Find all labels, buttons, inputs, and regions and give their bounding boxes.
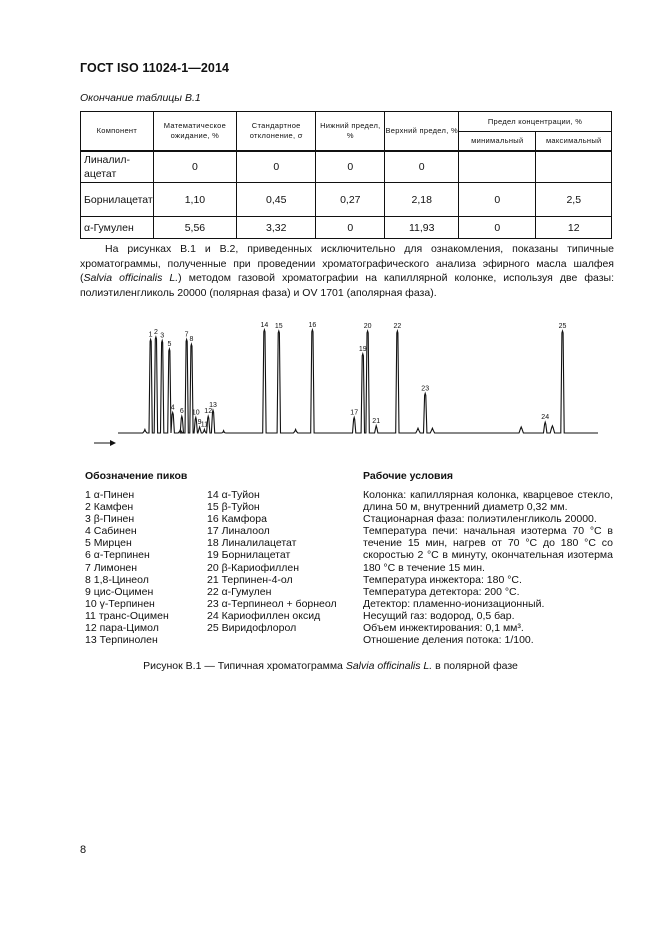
peak-legend-item: 13 Терпинолен <box>85 634 158 647</box>
table-row <box>81 217 612 239</box>
condition-item: Температура инжектора: 180 °С. <box>363 573 522 586</box>
figure-caption-prefix: Рисунок В.1 — Типичная хроматограмма <box>143 660 346 672</box>
cell-max <box>536 151 612 183</box>
peak-label: 19 <box>358 345 367 353</box>
cell-std: 0,45 <box>237 183 316 217</box>
peak-legend-item: 18 Линалилацетат <box>207 537 297 550</box>
peak-label: 22 <box>393 323 402 330</box>
peak-label: 14 <box>260 321 269 329</box>
cell-lower: 0 <box>316 151 385 183</box>
concentration-table <box>80 111 612 239</box>
cell-max: 12 <box>536 217 612 239</box>
header-std: Стандартное отклонение, σ <box>237 112 316 151</box>
peak-legend-item: 8 1,8-Цинеол <box>85 573 149 586</box>
cell-std: 3,32 <box>237 217 316 239</box>
time-axis-arrowhead <box>110 440 116 446</box>
peak-legend-item: 19 Борнилацетат <box>207 549 291 562</box>
peak-legend-item: 6 α-Терпинен <box>85 549 150 562</box>
condition-item: Несущий газ: водород, 0,5 бар. <box>363 609 515 622</box>
cell-upper: 11,93 <box>385 217 459 239</box>
peak-label: 4 <box>170 404 175 412</box>
cell-mean: 0 <box>153 151 236 183</box>
peak-label: 7 <box>184 331 189 339</box>
peak-legend-item: 4 Сабинен <box>85 525 137 538</box>
peak-label: 25 <box>558 323 567 330</box>
cell-std: 0 <box>237 151 316 183</box>
chromatogram-chart <box>80 305 605 450</box>
peak-label: 2 <box>153 329 158 336</box>
peak-label: 6 <box>179 408 184 416</box>
peak-legend-item: 20 β-Кариофиллен <box>207 561 300 574</box>
peak-legend-item: 11 транс-Оцимен <box>85 609 169 622</box>
peak-label: 21 <box>372 417 381 425</box>
peak-legend-item: 14 α-Туйон <box>207 489 260 501</box>
peak-label: 3 <box>160 332 165 340</box>
peak-label: 13 <box>209 402 217 410</box>
intro-text-1: На рисунках В.1 и В.2, приведенных исключительно для ознакомления, показаны типичные хроматограммы, полученные при проведении хроматографического анализа эфирного масла шалфея ( <box>80 243 614 285</box>
page-number: 8 <box>80 844 87 856</box>
peak-label: 5 <box>167 341 172 348</box>
header-max: максимальный <box>536 132 612 151</box>
peak-label: 20 <box>363 323 372 330</box>
condition-item: Температура детектора: 200 °С. <box>363 585 520 598</box>
peak-legend-item: 1 α-Пинен <box>85 489 135 501</box>
conditions-title: Рабочие условия <box>363 470 454 482</box>
cell-mean: 1,10 <box>153 183 236 217</box>
header-mean: Математическое ожидание, % <box>153 112 236 151</box>
peak-legend-item: 7 Лимонен <box>85 561 138 574</box>
peak-legend-item: 5 Мирцен <box>85 537 132 550</box>
header-component: Компонент <box>81 112 154 151</box>
figure-caption-suffix: в полярной фазе <box>432 660 518 672</box>
header-min: минимальный <box>459 132 536 151</box>
peaks-legend-col2 <box>207 489 337 634</box>
cell-max: 2,5 <box>536 183 612 217</box>
peak-legend-item: 24 Кариофиллен оксид <box>207 609 321 622</box>
peak-legend-item: 15 β-Туйон <box>207 501 260 514</box>
table-row <box>81 151 612 183</box>
peak-legend-item: 22 α-Гумулен <box>207 585 272 598</box>
condition-item: Детектор: пламенно-ионизационный. <box>363 597 545 610</box>
peak-legend-item: 9 цис-Оцимен <box>85 585 154 598</box>
peak-label: 17 <box>350 409 359 417</box>
figure-caption <box>0 660 661 672</box>
row-name: α-Гумулен <box>81 217 154 239</box>
condition-item: Колонка: капиллярная колонка, кварцевое стекло, длина 50 м, внутренний диаметр 0,32 мм. <box>363 489 613 514</box>
cell-upper: 2,18 <box>385 183 459 217</box>
row-name: Линалил-ацетат <box>81 151 154 183</box>
peak-label: 10 <box>191 409 200 417</box>
intro-species: Salvia officinalis L. <box>83 272 179 285</box>
cell-min: 0 <box>459 217 536 239</box>
figure-caption-species: Salvia officinalis L. <box>345 660 433 672</box>
table-caption: Окончание таблицы В.1 <box>80 92 201 104</box>
peak-legend-item: 16 Камфора <box>207 513 267 526</box>
header-lower: Нижний предел, % <box>316 112 385 151</box>
peaks-legend-col1 <box>85 489 169 646</box>
table-row <box>81 183 612 217</box>
intro-text-2: ) методом газовой хроматографии на капиллярной колонке, используя две фазы: полиэтиленгликоль 20000 (полярная фаза) и OV 1701 (аполярная фаза). <box>80 272 615 300</box>
condition-item: Температура печи: начальная изотерма 70 °С в течение 15 мин, нагрев от 70 °С до 180 °С со скоростью 2 °С в минуту, окончательная изотерма 180 °С в течение 15 мин. <box>363 525 613 574</box>
peak-legend-item: 10 γ-Терпинен <box>85 597 155 610</box>
cell-min: 0 <box>459 183 536 217</box>
peak-legend-item: 25 Виридофлорол <box>207 622 297 635</box>
condition-item: Отношение деления потока: 1/100. <box>363 634 534 647</box>
document-header: ГОСТ ISO 11024-1—2014 <box>80 61 230 75</box>
peak-label: 15 <box>274 323 283 330</box>
header-upper: Верхний предел, % <box>385 112 459 151</box>
peaks-legend-title: Обозначение пиков <box>85 470 188 482</box>
cell-upper: 0 <box>385 151 459 183</box>
peak-legend-item: 3 β-Пинен <box>85 513 135 526</box>
peak-legend-item: 23 α-Терпинеол + борнеол <box>207 597 337 610</box>
peak-label: 12 <box>204 408 213 416</box>
peak-legend-item: 17 Линалоол <box>207 525 270 538</box>
conditions-list <box>363 489 613 646</box>
header-concentration: Предел концентрации, % <box>459 112 612 132</box>
peak-legend-item: 21 Терпинен-4-ол <box>207 573 293 586</box>
peak-legend-item: 12 пара-Цимол <box>85 622 159 635</box>
peak-label: 9 <box>197 419 202 426</box>
peak-label: 1 <box>148 331 153 339</box>
peak-label: 8 <box>189 336 194 344</box>
intro-paragraph <box>80 242 614 301</box>
cell-min <box>459 151 536 183</box>
peak-label: 11 <box>200 421 209 429</box>
cell-lower: 0,27 <box>316 183 385 217</box>
row-name: Борнилацетат <box>81 183 154 217</box>
condition-item: Стационарная фаза: полиэтиленгликоль 20000. <box>363 513 597 526</box>
cell-mean: 5,56 <box>153 217 236 239</box>
peak-legend-item: 2 Камфен <box>85 501 134 514</box>
peak-label: 24 <box>541 414 550 422</box>
peak-label: 23 <box>421 385 430 393</box>
peak-label: 16 <box>308 321 317 329</box>
cell-lower: 0 <box>316 217 385 239</box>
condition-item: Объем инжектирования: 0,1 мм³. <box>363 622 524 635</box>
